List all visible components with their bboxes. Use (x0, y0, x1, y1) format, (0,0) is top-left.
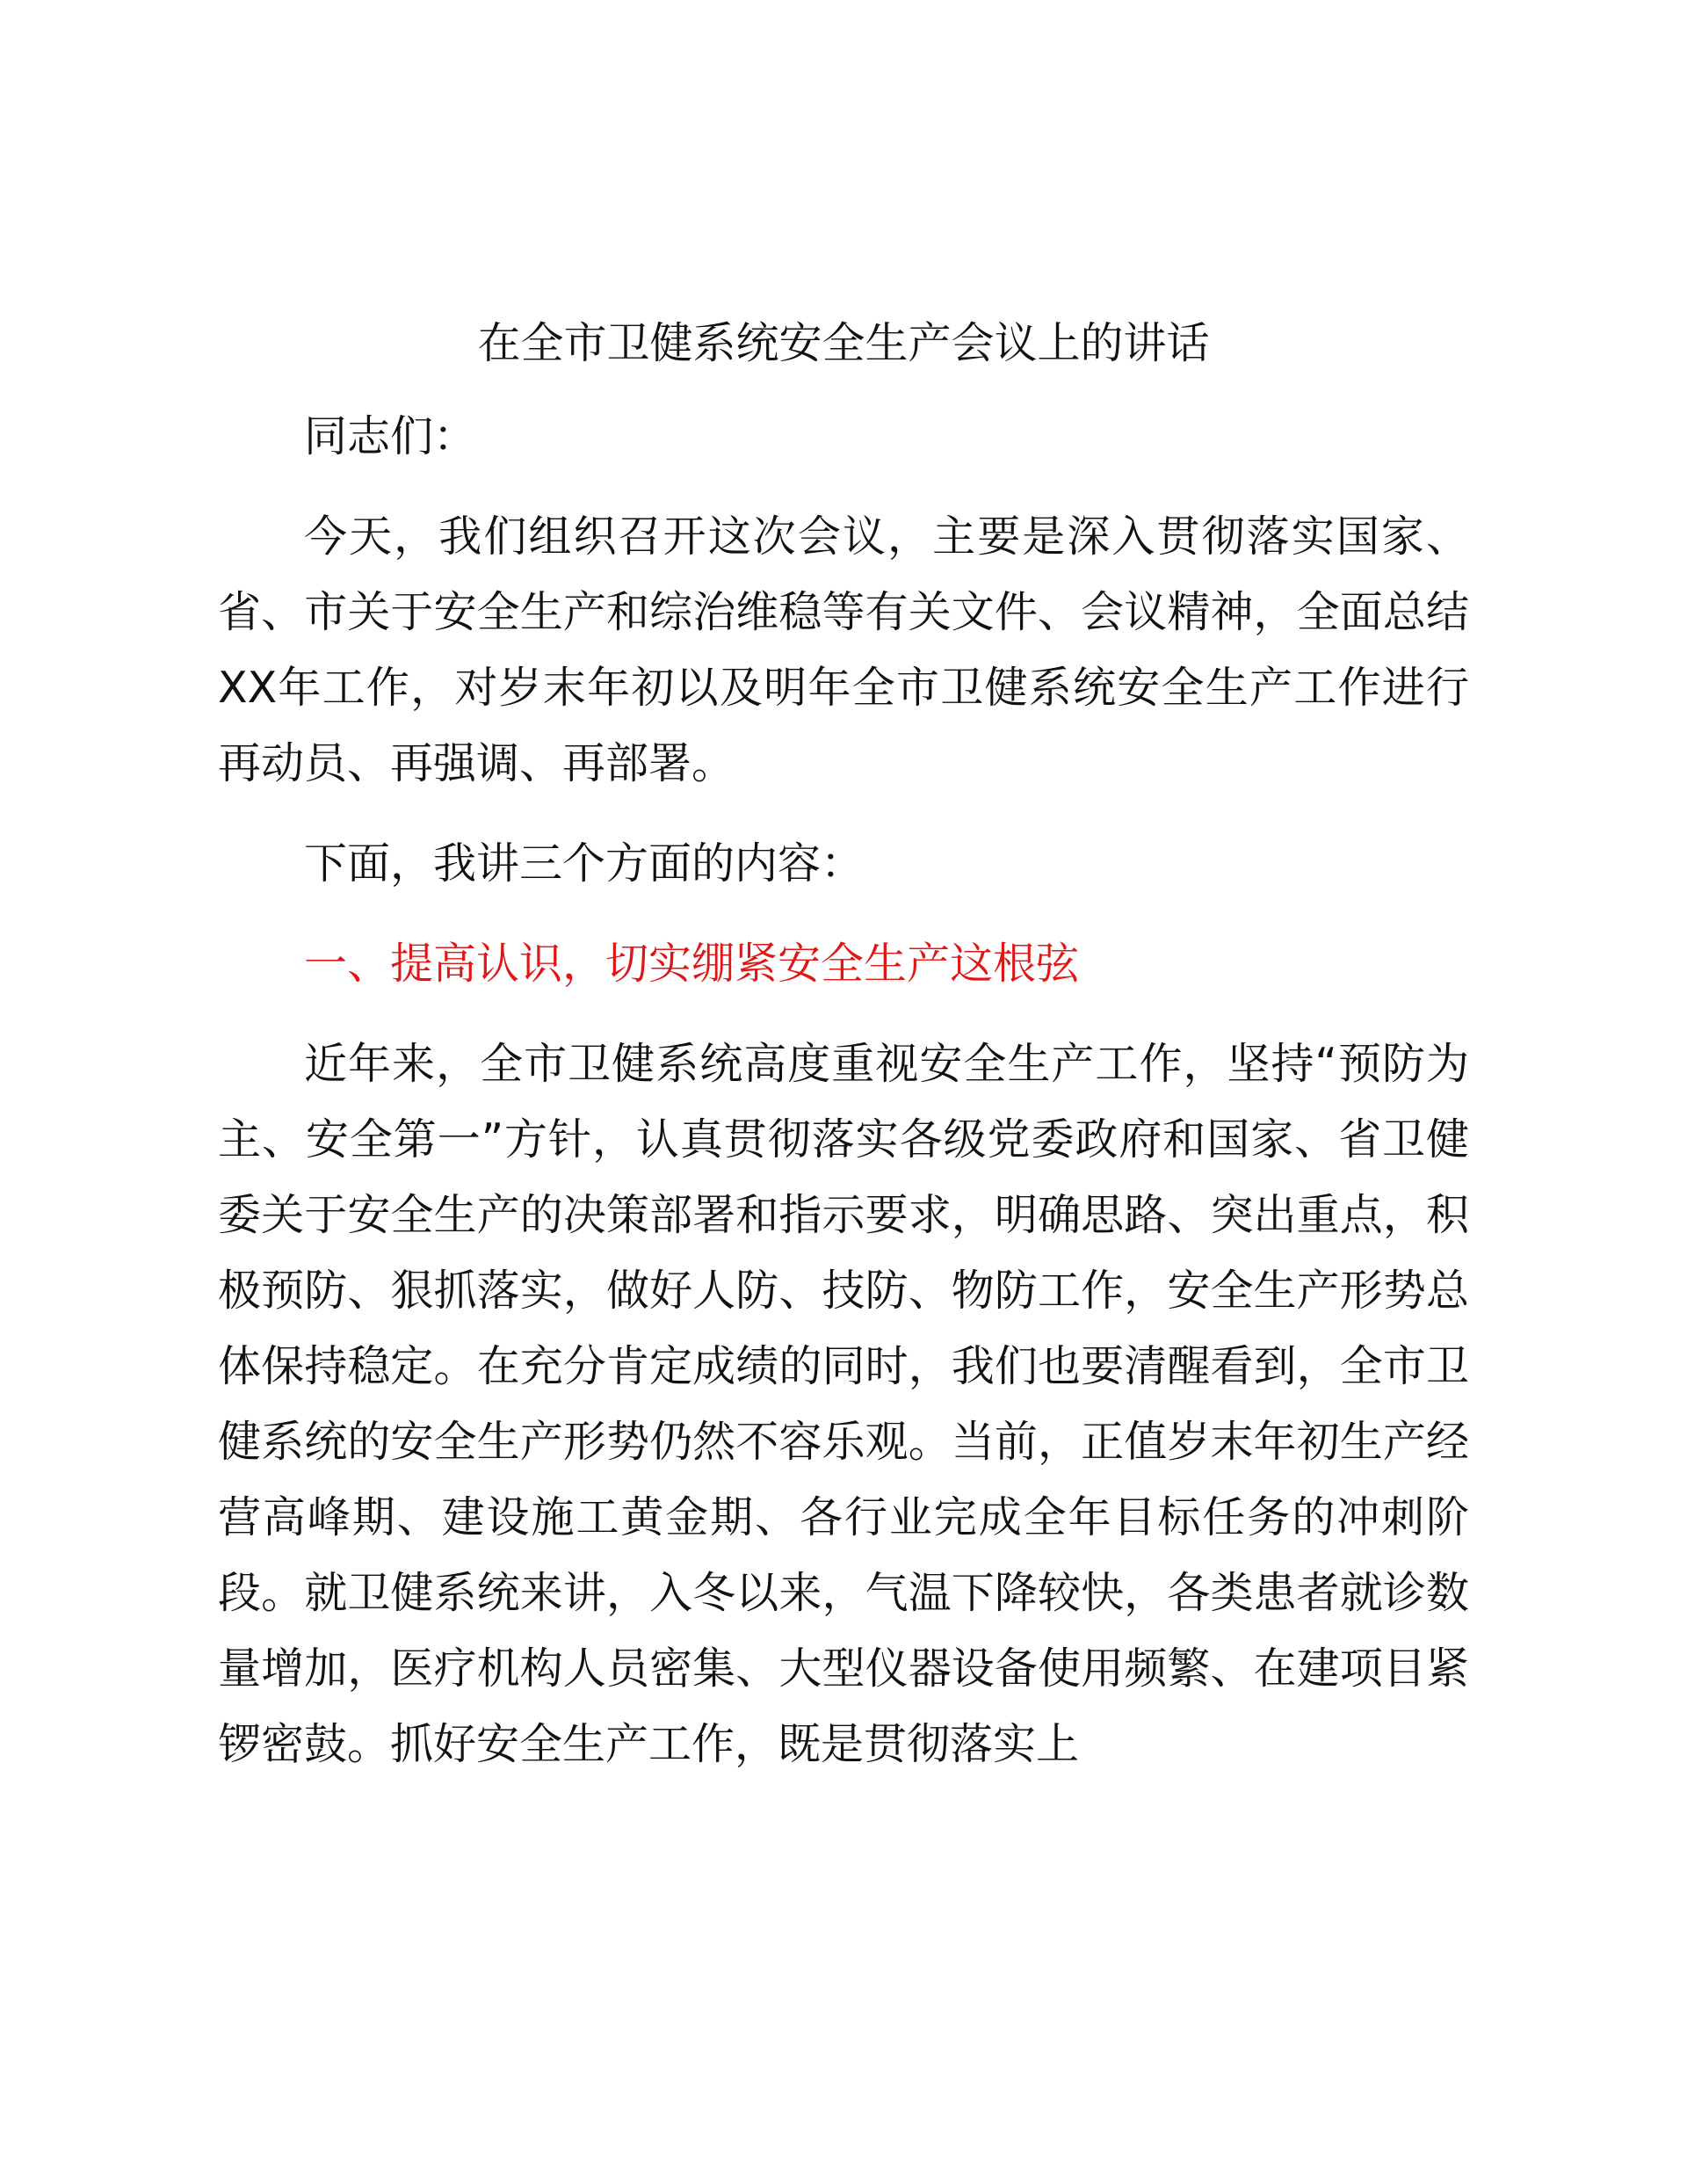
paragraph-intro: 今天，我们组织召开这次会议，主要是深入贯彻落实国家、省、市关于安全生产和综治维稳等有关文件、会议精神，全面总结XX年工作，对岁末年初以及明年全市卫健系统安全生产工作进行再动员、再强调、再部署。 (218, 512, 1469, 788)
section-heading-1: 一、提高认识，切实绷紧安全生产这根弦 (304, 939, 1080, 989)
paragraph-transition: 下面，我讲三个方面的内容： (304, 838, 865, 889)
document-body (218, 306, 1469, 1807)
paragraph-section1: 近年来，全市卫健系统高度重视安全生产工作，坚持“预防为主、安全第一”方针，认真贯彻落实各级党委政府和国家、省卫健委关于安全生产的决策部署和指示要求，明确思路、突出重点，积极预防、狠抓落实，做好人防、技防、物防工作，安全生产形势总体保持稳定。在充分肯定成绩的同时，我们也要清醒看到，全市卫健系统的安全生产形势仍然不容乐观。当前，正值岁末年初生产经营高峰期、建设施工黄金期、各行业完成全年目标任务的冲刺阶段。就卫健系统来讲，入冬以来，气温下降较快，各类患者就诊数量增加，医疗机构人员密集、大型仪器设备使用频繁、在建项目紧锣密鼓。抓好安全生产工作，既是贯彻落实上 (218, 1039, 1469, 1769)
salutation: 同志们： (304, 411, 477, 461)
document-title: 在全市卫健系统安全生产会议上的讲话 (477, 318, 1210, 368)
